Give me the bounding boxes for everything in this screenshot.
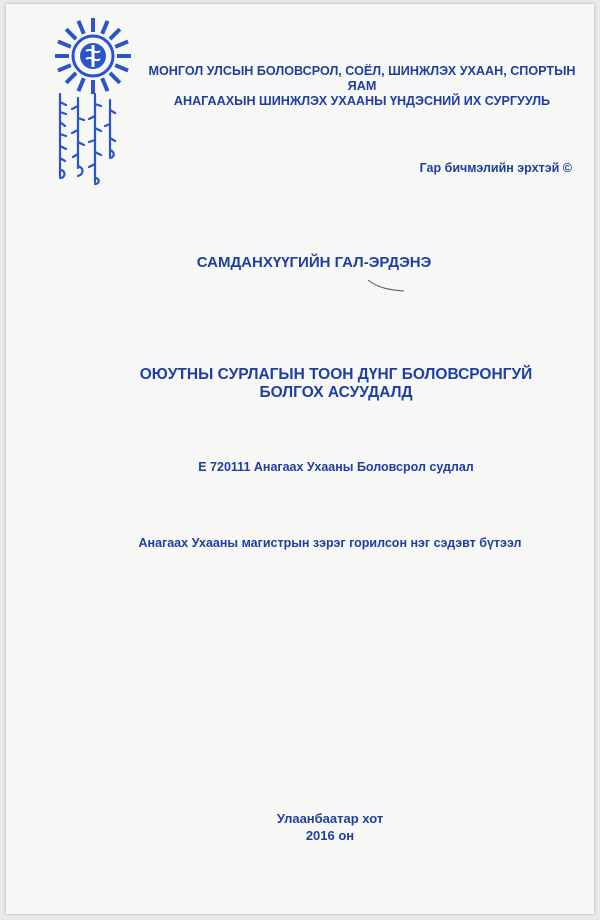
thesis-title — [66, 366, 600, 402]
title-page — [6, 4, 594, 914]
degree-statement: Анагаах Ухааны магистрын зэрэг горилсон нэг сэдэвт бүтээл — [138, 536, 522, 550]
university-name: АНАГААХЫН ШИНЖЛЭХ УХААНЫ ҮНДЭСНИЙ ИХ СУРГУУЛЬ — [173, 94, 551, 108]
city-name: Улаанбаатар хот — [276, 811, 384, 826]
university-emblem-icon — [55, 18, 131, 94]
specialty-code: Е 720111 Анагаах Ухааны Боловсрол судлал — [198, 460, 474, 474]
ministry-name: МОНГОЛ УЛСЫН БОЛОВСРОЛ, СОЁЛ, ШИНЖЛЭХ УХААН, СПОРТЫН ЯАМ — [148, 64, 576, 93]
year: 2016 он — [305, 828, 355, 843]
author-name: САМДАНХҮҮГИЙН ГАЛ-ЭРДЭНЭ — [196, 254, 432, 271]
place-and-year — [6, 810, 594, 844]
pen-stroke-mark — [366, 276, 406, 296]
mongolian-script-mark — [48, 90, 118, 190]
thesis-title-line1: ОЮУТНЫ СУРЛАГЫН ТООН ДҮНГ БОЛОВСРОНГУЙ — [139, 366, 533, 383]
copyright-notice: Гар бичмэлийн эрхтэй © — [419, 161, 572, 175]
institution-header — [142, 64, 582, 109]
thesis-title-line2: БОЛГОХ АСУУДАЛД — [259, 384, 413, 401]
